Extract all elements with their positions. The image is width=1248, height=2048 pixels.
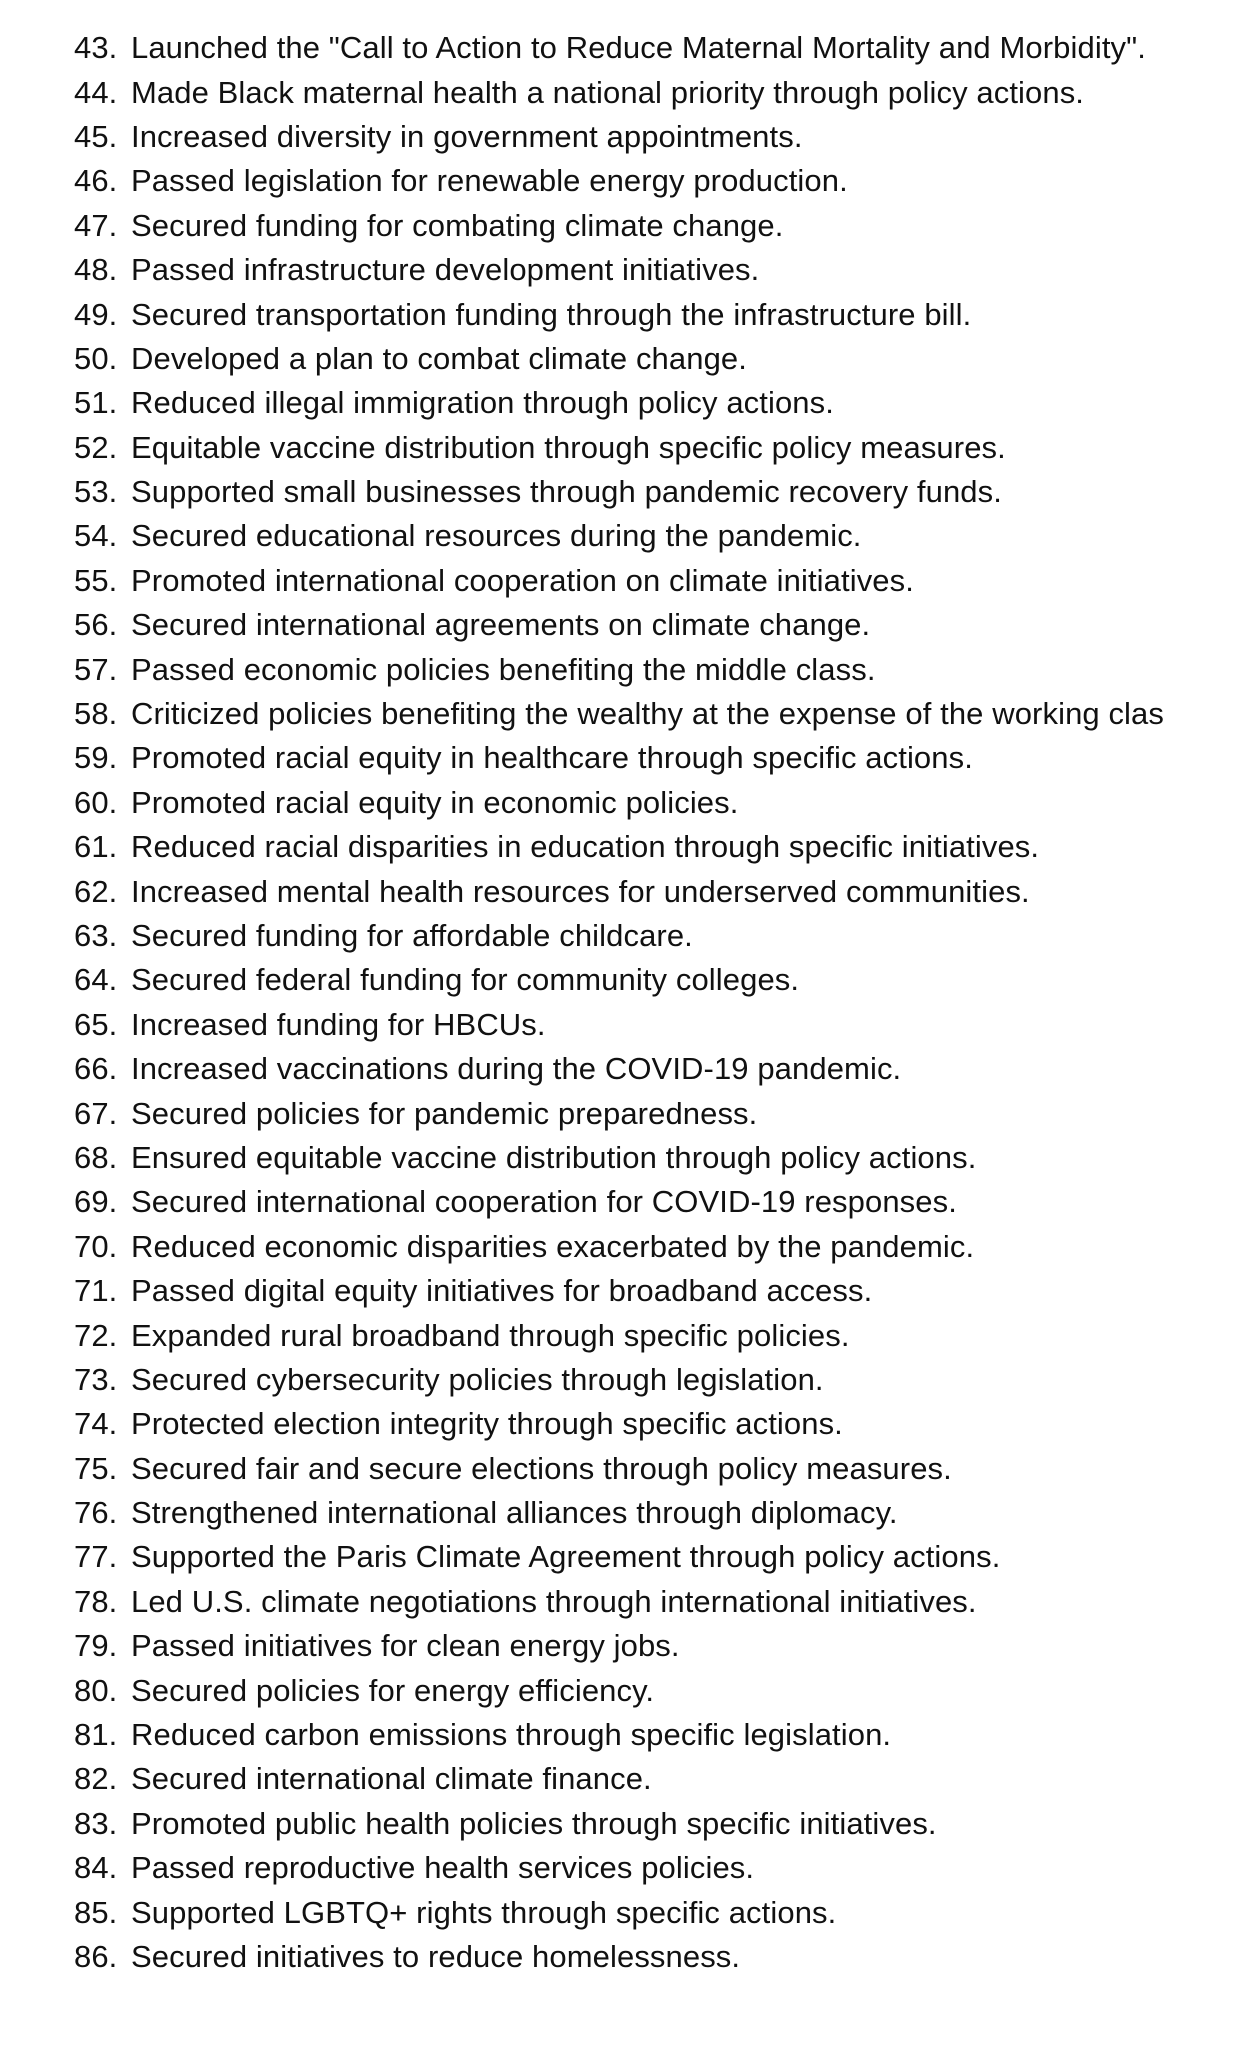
list-item-text: Secured international climate finance. bbox=[131, 1761, 652, 1797]
list-item bbox=[74, 1713, 1248, 1757]
list-item-text: Supported LGBTQ+ rights through specific actions. bbox=[131, 1894, 837, 1930]
list-item-text: Secured policies for pandemic preparedness. bbox=[131, 1095, 758, 1131]
list-item-text: Launched the "Call to Action to Reduce Maternal Mortality and Morbidity". bbox=[131, 30, 1146, 66]
list-item-text: Increased mental health resources for underserved communities. bbox=[131, 873, 1030, 909]
list-item-text: Reduced illegal immigration through policy actions. bbox=[131, 385, 834, 421]
list-item-text: Passed reproductive health services policies. bbox=[131, 1850, 755, 1886]
list-item bbox=[74, 115, 1248, 159]
list-item-text: Secured cybersecurity policies through legislation. bbox=[131, 1361, 824, 1397]
numbered-list bbox=[74, 26, 1248, 1979]
list-item bbox=[74, 1313, 1248, 1357]
list-item-text: Made Black maternal health a national priority through policy actions. bbox=[131, 74, 1085, 110]
list-item-text: Promoted racial equity in healthcare through specific actions. bbox=[131, 740, 973, 776]
list-item bbox=[74, 1091, 1248, 1135]
list-item-number: 56. bbox=[74, 607, 118, 643]
list-item-text: Criticized policies benefiting the wealthy at the expense of the working clas bbox=[131, 696, 1164, 732]
list-item-text: Protected election integrity through specific actions. bbox=[131, 1406, 843, 1442]
list-item bbox=[74, 70, 1248, 114]
list-item-number: 52. bbox=[74, 429, 118, 465]
list-item-text: Secured transportation funding through the infrastructure bill. bbox=[131, 296, 972, 332]
list-item-text: Developed a plan to combat climate change. bbox=[131, 340, 747, 376]
list-item-text: Secured initiatives to reduce homelessness. bbox=[131, 1938, 741, 1974]
list-item-text: Promoted international cooperation on climate initiatives. bbox=[131, 562, 914, 598]
list-item bbox=[74, 1491, 1248, 1535]
list-item-text: Passed infrastructure development initiatives. bbox=[131, 252, 760, 288]
list-item-text: Reduced racial disparities in education through specific initiatives. bbox=[131, 829, 1040, 865]
list-item-text: Expanded rural broadband through specific policies. bbox=[131, 1317, 850, 1353]
list-item bbox=[74, 1580, 1248, 1624]
list-item bbox=[74, 292, 1248, 336]
list-item-number: 64. bbox=[74, 962, 118, 998]
list-item-number: 63. bbox=[74, 918, 118, 953]
list-item-number: 73. bbox=[74, 1361, 118, 1397]
list-item-text: Passed legislation for renewable energy production. bbox=[131, 163, 848, 199]
list-item-number: 80. bbox=[74, 1672, 118, 1708]
list-item-number: 83. bbox=[74, 1805, 118, 1841]
list-item-text: Increased diversity in government appointments. bbox=[131, 118, 803, 154]
list-item-text: Supported the Paris Climate Agreement through policy actions. bbox=[131, 1539, 1001, 1575]
list-item-number: 48. bbox=[74, 252, 118, 288]
list-item-number: 51. bbox=[74, 385, 118, 421]
list-item-number: 62. bbox=[74, 873, 118, 909]
list-item bbox=[74, 1624, 1248, 1668]
list-item-text: Secured international cooperation for COVID-19 responses. bbox=[131, 1184, 957, 1220]
list-item-number: 57. bbox=[74, 651, 118, 687]
list-item-text: Secured funding for combating climate change. bbox=[131, 207, 784, 243]
list-item bbox=[74, 514, 1248, 558]
list-item-number: 69. bbox=[74, 1184, 118, 1220]
list-item bbox=[74, 204, 1248, 248]
list-item-number: 60. bbox=[74, 784, 118, 820]
list-item bbox=[74, 1225, 1248, 1269]
list-item-number: 45. bbox=[74, 118, 118, 154]
list-item bbox=[74, 426, 1248, 470]
list-item-text: Reduced economic disparities exacerbated by the pandemic. bbox=[131, 1228, 975, 1264]
list-item-number: 44. bbox=[74, 74, 118, 110]
list-item-text: Promoted racial equity in economic policies. bbox=[131, 784, 739, 820]
list-item-text: Strengthened international alliances through diplomacy. bbox=[131, 1495, 898, 1531]
list-item-number: 86. bbox=[74, 1938, 118, 1974]
list-item bbox=[74, 647, 1248, 691]
list-item-number: 46. bbox=[74, 163, 118, 199]
list-item bbox=[74, 1180, 1248, 1224]
list-item-text: Passed economic policies benefiting the middle class. bbox=[131, 651, 876, 687]
list-item-text: Passed initiatives for clean energy jobs. bbox=[131, 1628, 680, 1664]
list-item-text: Secured international agreements on climate change. bbox=[131, 607, 871, 643]
list-item bbox=[74, 914, 1248, 958]
list-item-number: 75. bbox=[74, 1450, 118, 1486]
list-item-text: Secured federal funding for community colleges. bbox=[131, 962, 800, 998]
list-item bbox=[74, 1003, 1248, 1047]
list-item-text: Increased vaccinations during the COVID-19 pandemic. bbox=[131, 1051, 902, 1087]
list-item bbox=[74, 781, 1248, 825]
list-item bbox=[74, 692, 1248, 736]
list-item bbox=[74, 1269, 1248, 1313]
list-item bbox=[74, 470, 1248, 514]
list-item bbox=[74, 603, 1248, 647]
list-item-number: 82. bbox=[74, 1761, 118, 1797]
list-item-text: Promoted public health policies through specific initiatives. bbox=[131, 1805, 937, 1841]
list-item-number: 53. bbox=[74, 474, 118, 510]
list-item bbox=[74, 869, 1248, 913]
list-item bbox=[74, 1757, 1248, 1801]
list-item-number: 71. bbox=[74, 1273, 118, 1309]
list-item bbox=[74, 1890, 1248, 1934]
list-item-text: Supported small businesses through pandemic recovery funds. bbox=[131, 474, 1002, 510]
list-item bbox=[74, 1047, 1248, 1091]
list-item-number: 58. bbox=[74, 696, 118, 732]
list-item-number: 43. bbox=[74, 30, 118, 66]
list-item-number: 74. bbox=[74, 1406, 118, 1442]
list-item-number: 81. bbox=[74, 1717, 118, 1753]
list-item-number: 68. bbox=[74, 1139, 118, 1175]
list-item bbox=[74, 1447, 1248, 1491]
list-item bbox=[74, 381, 1248, 425]
list-item bbox=[74, 1136, 1248, 1180]
list-item bbox=[74, 1535, 1248, 1579]
list-item-number: 85. bbox=[74, 1894, 118, 1930]
list-item-number: 76. bbox=[74, 1495, 118, 1531]
list-item bbox=[74, 958, 1248, 1002]
list-item-number: 70. bbox=[74, 1228, 118, 1264]
list-item-text: Passed digital equity initiatives for broadband access. bbox=[131, 1273, 873, 1309]
list-item bbox=[74, 159, 1248, 203]
list-item-number: 77. bbox=[74, 1539, 118, 1575]
list-item-text: Equitable vaccine distribution through specific policy measures. bbox=[131, 429, 1006, 465]
list-item-number: 47. bbox=[74, 207, 118, 243]
list-item bbox=[74, 559, 1248, 603]
list-item-number: 55. bbox=[74, 562, 118, 598]
list-item-text: Secured educational resources during the pandemic. bbox=[131, 518, 862, 554]
list-item-text: Secured funding for affordable childcare. bbox=[131, 918, 693, 953]
list-item bbox=[74, 26, 1248, 70]
list-item-number: 79. bbox=[74, 1628, 118, 1664]
list-item-number: 84. bbox=[74, 1850, 118, 1886]
list-item-text: Secured policies for energy efficiency. bbox=[131, 1672, 655, 1708]
list-item bbox=[74, 1668, 1248, 1712]
list-item bbox=[74, 337, 1248, 381]
list-item bbox=[74, 736, 1248, 780]
list-item bbox=[74, 825, 1248, 869]
list-item-number: 49. bbox=[74, 296, 118, 332]
list-item bbox=[74, 1935, 1248, 1979]
list-item-text: Secured fair and secure elections through policy measures. bbox=[131, 1450, 952, 1486]
list-item-number: 50. bbox=[74, 340, 118, 376]
list-item-number: 54. bbox=[74, 518, 118, 554]
list-item bbox=[74, 1358, 1248, 1402]
list-item-text: Increased funding for HBCUs. bbox=[131, 1006, 546, 1042]
list-item-text: Ensured equitable vaccine distribution through policy actions. bbox=[131, 1139, 977, 1175]
list-item-number: 78. bbox=[74, 1583, 118, 1619]
list-item bbox=[74, 1846, 1248, 1890]
list-item bbox=[74, 1802, 1248, 1846]
list-item-number: 61. bbox=[74, 829, 118, 865]
list-item-text: Reduced carbon emissions through specific legislation. bbox=[131, 1717, 892, 1753]
list-item-number: 67. bbox=[74, 1095, 118, 1131]
list-item-number: 59. bbox=[74, 740, 118, 776]
list-item bbox=[74, 248, 1248, 292]
list-item bbox=[74, 1402, 1248, 1446]
list-item-number: 66. bbox=[74, 1051, 118, 1087]
list-item-number: 72. bbox=[74, 1317, 118, 1353]
list-item-text: Led U.S. climate negotiations through international initiatives. bbox=[131, 1583, 977, 1619]
list-item-number: 65. bbox=[74, 1006, 118, 1042]
